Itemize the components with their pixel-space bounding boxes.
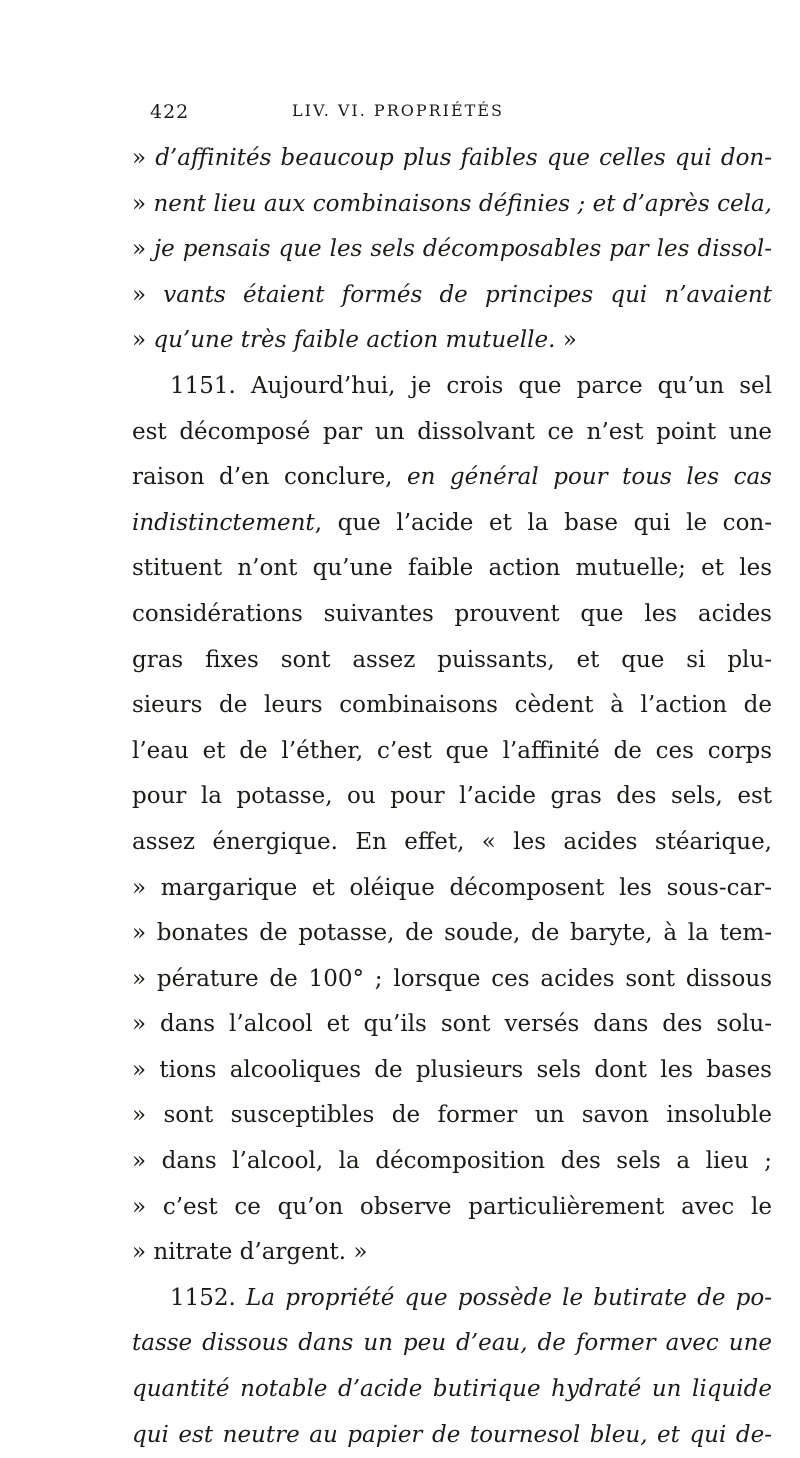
italic-text: d’affinités beaucoup plus faibles que celles qui don-	[155, 145, 772, 171]
text-run: » c’est ce qu’on observe particulièrement avec le	[132, 1193, 772, 1220]
italic-text: qui est neutre au papier de tournesol bleu, et qui de-	[132, 1421, 772, 1448]
text-line	[132, 182, 772, 228]
body-text	[132, 136, 772, 1458]
text-line	[132, 592, 772, 638]
text-run: raison d’en conclure,	[132, 464, 407, 491]
text-line	[132, 227, 772, 273]
text-run: »	[555, 327, 577, 354]
italic-text: tasse dissous dans un peu d’eau, de former avec une	[132, 1330, 772, 1357]
text-line	[132, 638, 772, 684]
text-run: 1151. Aujourd’hui, je crois que parce qu’un sel	[170, 372, 772, 399]
italic-text: je pensais que les sels décomposables par les dissol-	[154, 236, 773, 263]
text-run: gras fixes sont assez puissants, et que si plu-	[132, 646, 772, 673]
italic-text: qu’une très faible action mutuelle.	[153, 327, 556, 354]
text-line	[132, 546, 772, 592]
text-line	[132, 364, 772, 410]
text-line	[132, 1139, 772, 1185]
page-header	[142, 101, 582, 133]
text-line	[132, 774, 772, 820]
text-run: est décomposé par un dissolvant ce n’est point une	[132, 418, 772, 445]
text-line	[132, 1185, 772, 1231]
text-line	[132, 1002, 772, 1048]
text-run: stituent n’ont qu’une faible action mutuelle; et les	[132, 555, 772, 582]
text-run: » dans l’alcool, la décomposition des sels a lieu ;	[132, 1148, 772, 1175]
text-line	[132, 683, 772, 729]
text-run: » pérature de 100° ; lorsque ces acides sont dissous	[132, 965, 772, 992]
text-run: »	[132, 327, 154, 354]
italic-text: La propriété que possède le butirate de po-	[246, 1284, 772, 1311]
running-head: LIV. VI. PROPRIÉTÉS	[292, 101, 504, 120]
text-run: considérations suivantes prouvent que les acides	[132, 600, 772, 627]
text-run: , que l’acide et la base qui le con-	[314, 509, 772, 536]
text-line	[132, 1321, 772, 1367]
text-line	[132, 273, 772, 319]
text-run: »	[132, 145, 156, 171]
text-run: »	[132, 190, 154, 217]
italic-text: indistinctement	[132, 509, 315, 536]
text-line	[132, 455, 772, 501]
text-line	[132, 501, 772, 547]
text-line	[132, 820, 772, 866]
text-run: »	[132, 281, 164, 308]
text-line	[132, 957, 772, 1003]
text-run: » nitrate d’argent. »	[132, 1239, 368, 1266]
text-run: » tions alcooliques de plusieurs sels dont les bases	[132, 1056, 772, 1083]
text-run: » sont susceptibles de former un savon insoluble	[132, 1102, 772, 1129]
text-run: » margarique et oléique décomposent les sous-car-	[132, 874, 772, 901]
text-run: pour la potasse, ou pour l’acide gras des sels, est	[132, 783, 772, 810]
text-run: l’eau et de l’éther, c’est que l’affinité de ces corps	[132, 737, 772, 764]
text-line	[132, 911, 772, 957]
text-line	[132, 1093, 772, 1139]
italic-text: vants étaient formés de principes qui n’avaient	[163, 281, 772, 308]
text-line	[132, 1367, 772, 1413]
italic-text: quantité notable d’acide butirique hydraté un liquide	[132, 1376, 772, 1403]
text-line	[132, 1413, 772, 1458]
italic-text: nent lieu aux combinaisons définies ; et d’après cela,	[153, 190, 772, 217]
text-line	[132, 318, 772, 364]
text-line	[132, 1230, 772, 1276]
text-run: »	[132, 236, 155, 263]
text-run: » dans l’alcool et qu’ils sont versés dans des solu-	[132, 1011, 772, 1038]
text-run: » bonates de potasse, de soude, de baryte, à la tem-	[132, 920, 772, 947]
text-line	[132, 1048, 772, 1094]
text-run: 1152.	[170, 1284, 247, 1311]
text-line	[132, 410, 772, 456]
text-line	[132, 729, 772, 775]
text-run: sieurs de leurs combinaisons cèdent à l’action de	[132, 692, 772, 719]
text-line	[132, 136, 772, 182]
text-line	[132, 866, 772, 912]
text-line	[132, 1276, 772, 1322]
text-run: assez énergique. En effet, « les acides stéarique,	[132, 828, 772, 855]
italic-text: en général pour tous les cas	[407, 464, 772, 491]
page-number: 422	[150, 101, 190, 123]
